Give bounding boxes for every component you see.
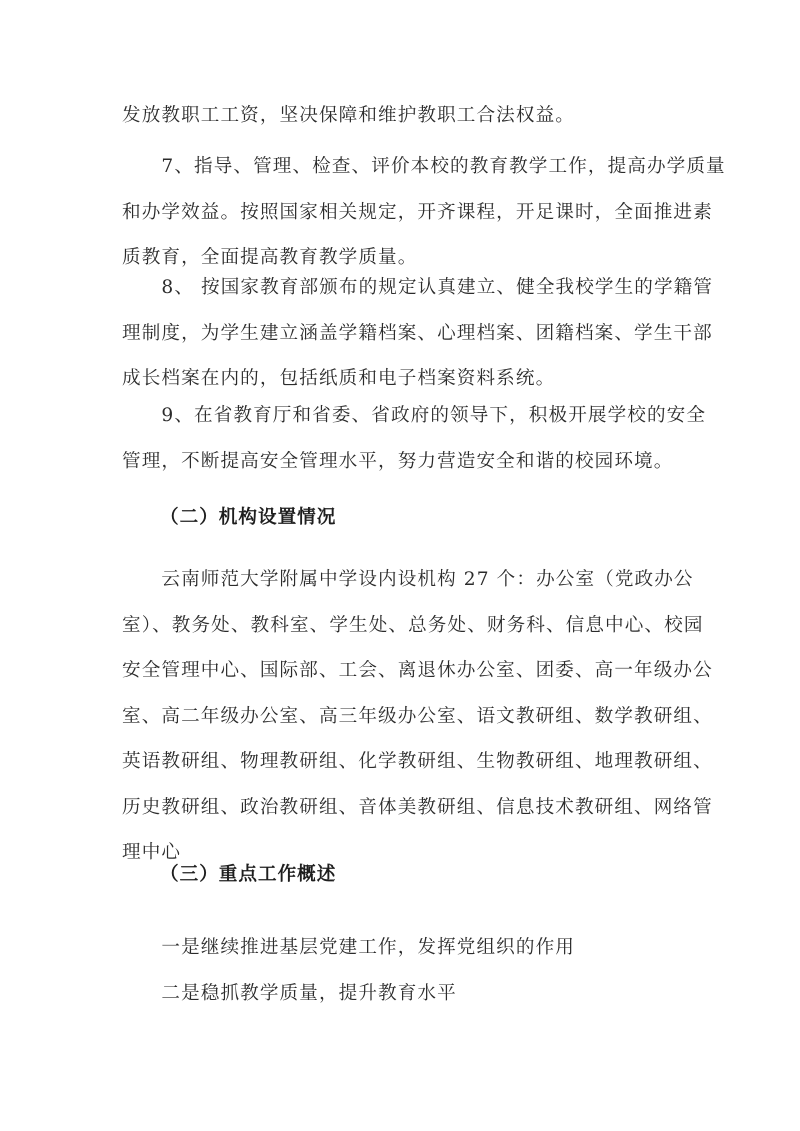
- text-line: 成长档案在内的，包括纸质和电子档案资料系统。: [122, 368, 556, 389]
- section-heading: （二）机构设置情况: [160, 507, 337, 528]
- paragraph-6-tail: [122, 93, 682, 139]
- text-line: 7、指导、管理、检查、评价本校的教育教学工作，提高办学质量: [122, 156, 726, 177]
- text-line: 一是继续推进基层党建工作，发挥党组织的作用: [122, 937, 575, 958]
- text-line: 安全管理中心、国际部、工会、离退休办公室、团委、高一年级办公: [122, 660, 713, 681]
- text-line: 理制度，为学生建立涵盖学籍档案、心理档案、团籍档案、学生干部: [122, 322, 713, 344]
- section-heading: （三）重点工作概述: [160, 864, 337, 885]
- text-line: 发放教职工工资，坚决保障和维护教职工合法权益。: [122, 105, 575, 126]
- text-line: 和办学效益。按照国家相关规定，开齐课程，开足课时，全面推进素: [122, 201, 713, 223]
- text-line: 管理，不断提高安全管理水平，努力营造安全和谐的校园环境。: [122, 450, 674, 472]
- text-line: 室、高二年级办公室、高三年级办公室、语文教研组、数学教研组、: [122, 705, 713, 727]
- text-line: 理中心: [122, 842, 182, 863]
- text-line: 室）、教务处、教科室、学生处、总务处、财务科、信息中心、校园: [122, 614, 704, 636]
- paragraph-7: [122, 144, 726, 281]
- paragraph-key-work: [122, 925, 682, 1016]
- text-line: 8、 按国家教育部颁布的规定认真建立、健全我校学生的学籍管: [122, 277, 714, 298]
- paragraph-8: [122, 265, 714, 402]
- text-line: 质教育，全面提高教育教学质量。: [122, 247, 418, 268]
- text-line: 云南师范大学附属中学设内设机构 27 个：办公室（党政办公: [122, 569, 694, 590]
- text-line: 历史教研组、政治教研组、音体美教研组、信息技术教研组、网络管: [122, 796, 713, 818]
- text-line: 9、在省教育厅和省委、省政府的领导下，积极开展学校的安全: [122, 405, 707, 426]
- paragraph-organization: [122, 557, 713, 876]
- text-line: 英语教研组、物理教研组、化学教研组、生物教研组、地理教研组、: [122, 751, 713, 772]
- text-line: 二是稳抓教学质量，提升教育水平: [122, 982, 457, 1004]
- paragraph-9: [122, 393, 707, 484]
